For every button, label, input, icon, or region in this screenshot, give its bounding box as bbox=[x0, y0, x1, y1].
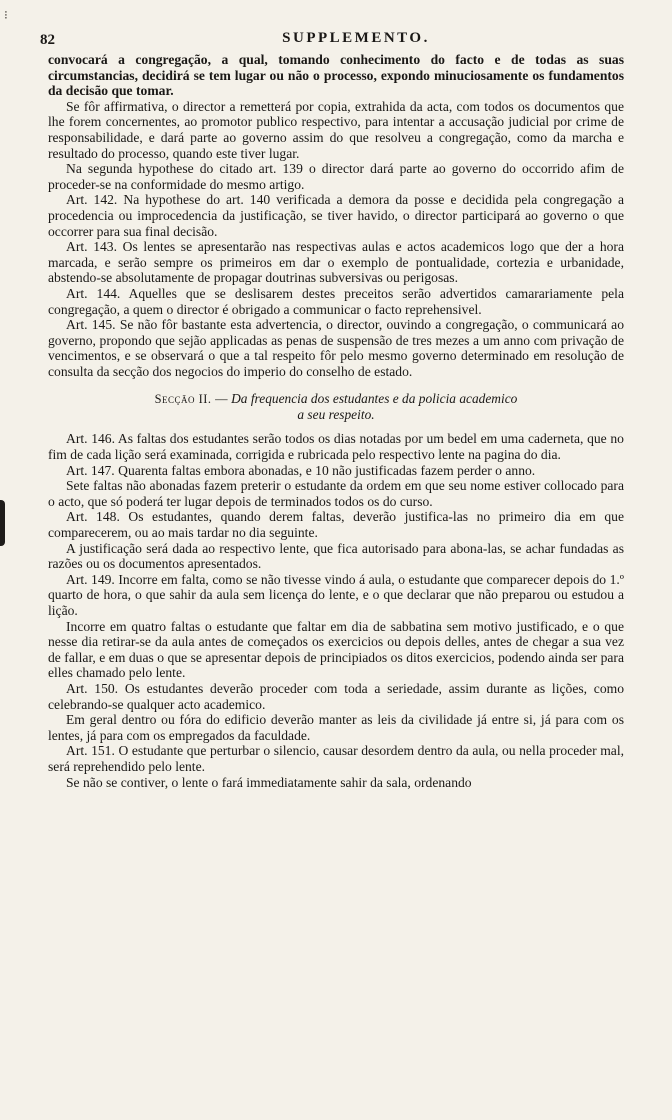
page-header bbox=[40, 30, 624, 50]
article-145 bbox=[48, 317, 624, 379]
article-144 bbox=[48, 286, 624, 317]
article-label: Art. 146. bbox=[66, 431, 115, 447]
article-146 bbox=[48, 431, 624, 462]
article-label: Art. 150. bbox=[66, 680, 119, 696]
section-label: Secção II. — bbox=[154, 392, 228, 407]
paragraph-text: Sete faltas não abonadas fazem preterir o estudante da ordem em que seu nome estiver collocado para o acto, que só poderá ter lugar depois de terminados todos os do curso. bbox=[48, 478, 624, 509]
article-142 bbox=[48, 192, 624, 239]
paragraph-text: Se não se contiver, o lente o fará immediatamente sahir da sala, ordenando bbox=[66, 774, 472, 790]
article-label: Art. 147. bbox=[66, 462, 115, 478]
article-label: Art. 145. bbox=[66, 317, 116, 333]
article-text: Os estudantes, quando derem faltas, deverão justifica-las no primeiro dia em que comparecerem, ou ao mais tardar no dia seguinte. bbox=[48, 509, 624, 541]
article-label: Art. 142. bbox=[66, 192, 118, 208]
article-149 bbox=[48, 572, 624, 619]
article-text: Incorre em falta, como se não tivesse vindo á aula, o estudante que comparecer depois do 1.º quarto de hora, o que sahir da aula sem licença do lente, e o que declarar que não preparou ou estudou a lição. bbox=[48, 571, 624, 618]
article-151 bbox=[48, 743, 624, 774]
section-title-line1: Da frequencia dos estudantes e da policia academico bbox=[231, 391, 518, 407]
section-heading bbox=[48, 391, 624, 423]
article-text: Se não fôr bastante esta advertencia, o director, ouvindo a congregação, o communicará ao governo, propondo que sejão applicadas as penas de suspensão de tres mezes a um anno com privação de vencimentos, e se observará o que a tal respeito fôr pelo mesmo governo determinado em resolução de consulta da secção dos negocios do imperio do conselho de estado. bbox=[48, 317, 624, 379]
paragraph bbox=[48, 619, 624, 681]
article-147 bbox=[48, 463, 624, 479]
paragraph bbox=[48, 478, 624, 509]
document-page bbox=[40, 30, 624, 790]
article-label: Art. 151. bbox=[66, 743, 115, 759]
article-143 bbox=[48, 239, 624, 286]
running-head: SUPPLEMENTO. bbox=[282, 30, 430, 46]
article-text: Os lentes se apresentarão nas respectivas aulas e actos academicos logo que der a hora marcada, e serão sempre os primeiros em dar o exemplo de pontualidade, cortezia e urbanidade, abstendo-se absolutamente de propagar doutrinas subversivas ou perigosas. bbox=[48, 239, 624, 286]
page-number: 82 bbox=[40, 32, 55, 48]
body-text bbox=[48, 52, 624, 379]
margin-tick: ⁝ bbox=[4, 8, 8, 22]
paragraph: Na segunda hypothese do citado art. 139 o director dará parte ao governo do occorrido afim de proceder-se na conformidade do mesmo artigo. bbox=[48, 161, 624, 192]
article-text: O estudante que perturbar o silencio, causar desordem dentro da aula, ou nella proceder mal, será reprehendido pelo lente. bbox=[48, 743, 624, 774]
article-text: Os estudantes deverão proceder com toda a seriedade, assim durante as lições, como celebrando-se qualquer acto academico. bbox=[48, 680, 624, 712]
article-148 bbox=[48, 509, 624, 540]
binding-shadow bbox=[0, 500, 5, 546]
article-label: Art. 149. bbox=[66, 571, 115, 587]
paragraph bbox=[48, 541, 624, 572]
article-text: Aquelles que se deslisarem destes preceitos serão advertidos camarariamente pela congregação, a quem o director é obrigado a communicar o facto reprehensivel. bbox=[48, 285, 624, 317]
paragraph: Se fôr affirmativa, o director a remetterá por copia, extrahida da acta, com todos os documentos que lhe forem concernentes, ao promotor publico respectivo, para intentar a accusação judicial por crime de responsabilidade, e dará parte ao governo assim do que resolveu a congregação, como da marcha e resultado do processo, quando este tiver lugar. bbox=[48, 98, 624, 161]
paragraph-text: Em geral dentro ou fóra do edificio deverão manter as leis da civilidade já entre si, já para com os lentes, já para com os empregados da faculdade. bbox=[48, 712, 624, 743]
body-text-section bbox=[48, 431, 624, 790]
paragraph bbox=[48, 775, 624, 791]
paragraph: convocará a congregação, a qual, tomando conhecimento do facto e de todas as suas circumstancias, decidirá se tem lugar ou não o processo, expondo minuciosamente os fundamentos da decisão que tomar. bbox=[48, 52, 624, 99]
paragraph-text: Incorre em quatro faltas o estudante que faltar em dia de sabbatina sem motivo justificado, e o que nesse dia retirar-se da aula antes de começados os exercicios ou depois delles, antes de chegar a sua vez de fallar, e em duas o que se apresentar depois de principiados os ditos exercicios, podendo ainda ser para elles chamado pelo lente. bbox=[48, 618, 624, 681]
section-title-line2: a seu respeito. bbox=[297, 407, 375, 423]
article-label: Art. 148. bbox=[66, 509, 120, 525]
article-label: Art. 143. bbox=[66, 239, 117, 255]
article-text: Na hypothese do art. 140 verificada a demora da posse e decidida pela congregação a procedencia ou improcedencia da justificação, se tiver havido, o director participará ao governo o que occorrer para sua final decisão. bbox=[48, 192, 624, 239]
paragraph bbox=[48, 712, 624, 743]
article-label: Art. 144. bbox=[66, 285, 121, 301]
paragraph-text: A justificação será dada ao respectivo lente, que fica autorisado para abona-las, se achar fundadas as razões ou os documentos apresentados. bbox=[48, 540, 624, 572]
article-150 bbox=[48, 681, 624, 712]
article-text: Quarenta faltas embora abonadas, e 10 não justificadas fazem perder o anno. bbox=[118, 462, 536, 478]
article-text: As faltas dos estudantes serão todos os dias notadas por um bedel em uma caderneta, que no fim de cada lição será examinada, corrigida e rubricada pelo respectivo lente na pagina do dia. bbox=[48, 431, 624, 463]
